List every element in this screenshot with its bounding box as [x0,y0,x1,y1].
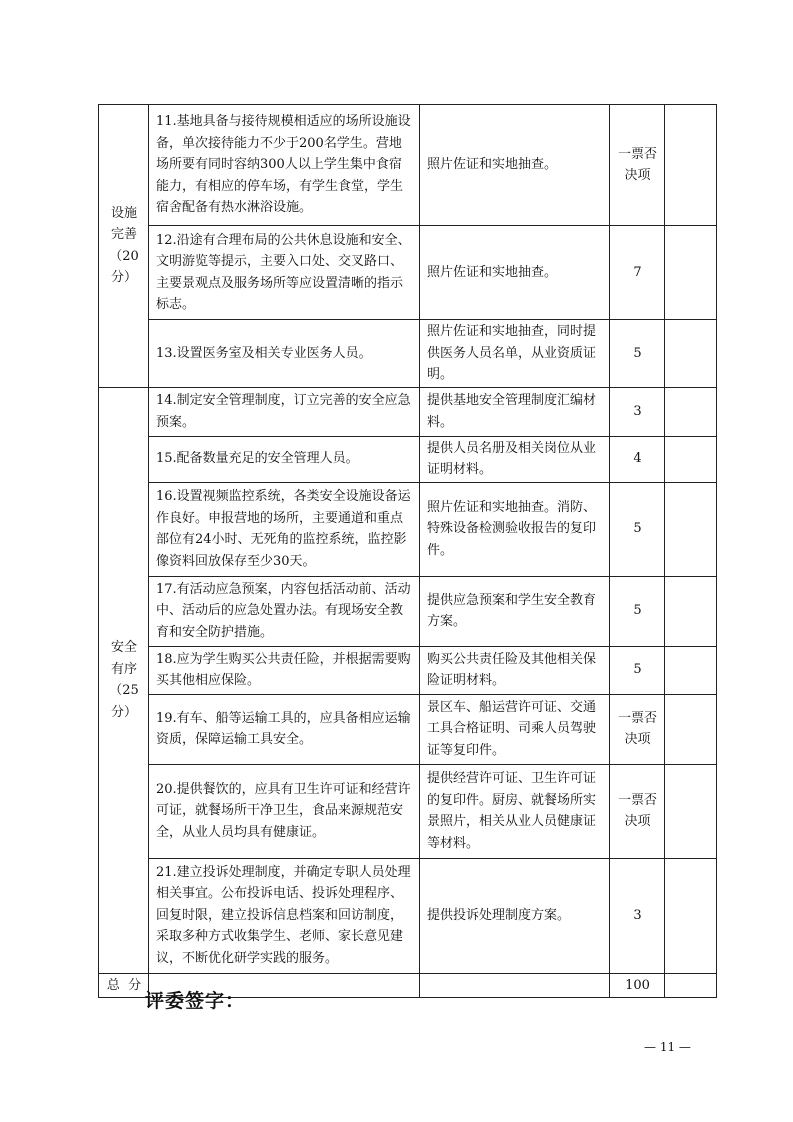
item-text: 11.基地具备与接待规模相适应的场所设施设备，单次接待能力不少于200名学生。营地场所要有同时容纳300人以上学生集中食宿能力，有相应的停车场，有学生食堂，学生宿舍配备有热水淋浴设施。 [149,105,420,226]
table-row [99,482,717,576]
table-row [99,764,717,858]
table-row [99,320,717,388]
method-text: 提供应急预案和学生安全教育方案。 [420,576,610,646]
empty-cell [665,576,717,646]
table-row [99,436,717,482]
score: 4 [610,436,665,482]
empty-cell [665,858,717,973]
empty-cell [665,646,717,694]
page-number: — 11 — [644,1040,691,1054]
total-score: 100 [610,973,665,998]
score: 一票否决项 [610,764,665,858]
table-row [99,105,717,226]
score: 5 [610,576,665,646]
empty-cell [420,973,610,998]
signature-label: 评委签字： [145,990,246,1012]
method-text: 照片佐证和实地抽查。 [420,105,610,226]
item-text: 13.设置医务室及相关专业医务人员。 [149,320,420,388]
table-row [99,576,717,646]
table-row [99,694,717,764]
item-text: 16.设置视频监控系统，各类安全设施设备运作良好。申报营地的场所，主要通道和重点部位有24小时、无死角的监控系统，监控影像资料回放保存至少30天。 [149,482,420,576]
score: 一票否决项 [610,105,665,226]
item-text: 14.制定安全管理制度，订立完善的安全应急预案。 [149,387,420,436]
score: 5 [610,482,665,576]
item-text: 21.建立投诉处理制度，并确定专职人员处理相关事宜。公布投诉电话、投诉处理程序、回复时限，建立投诉信息档案和回访制度，采取多种方式收集学生、老师、家长意见建议，不断优化研学实践的服务。 [149,858,420,973]
score: 7 [610,226,665,320]
score: 5 [610,320,665,388]
score: 5 [610,646,665,694]
category-safety: 安全 有序 （25 分） [99,387,149,973]
empty-cell [665,973,717,998]
item-text: 17.有活动应急预案，内容包括活动前、活动中、活动后的应急处置办法。有现场安全教育和安全防护措施。 [149,576,420,646]
scoring-table [98,104,717,998]
score: 一票否决项 [610,694,665,764]
method-text: 照片佐证和实地抽查。 [420,226,610,320]
empty-cell [665,764,717,858]
table-row [99,387,717,436]
table-row [99,646,717,694]
item-text: 12.沿途有合理布局的公共休息设施和安全、文明游览等提示，主要入口处、交叉路口、主要景观点及服务场所等应设置清晰的指示标志。 [149,226,420,320]
empty-cell [665,105,717,226]
empty-cell [665,226,717,320]
empty-cell [665,482,717,576]
method-text: 景区车、船运营许可证、交通工具合格证明、司乘人员驾驶证等复印件。 [420,694,610,764]
table-row [99,226,717,320]
score: 3 [610,858,665,973]
category-facilities: 设施 完善 （20 分） [99,105,149,388]
method-text: 提供投诉处理制度方案。 [420,858,610,973]
score: 3 [610,387,665,436]
method-text: 提供经营许可证、卫生许可证的复印件。厨房、就餐场所实景照片，相关从业人员健康证等材料。 [420,764,610,858]
item-text: 19.有车、船等运输工具的，应具备相应运输资质，保障运输工具安全。 [149,694,420,764]
method-text: 照片佐证和实地抽查，同时提供医务人员名单，从业资质证明。 [420,320,610,388]
method-text: 提供基地安全管理制度汇编材料。 [420,387,610,436]
empty-cell [665,694,717,764]
table-row [99,858,717,973]
item-text: 15.配备数量充足的安全管理人员。 [149,436,420,482]
empty-cell [665,436,717,482]
empty-cell [665,320,717,388]
item-text: 20.提供餐饮的，应具有卫生许可证和经营许可证，就餐场所干净卫生，食品来源规范安全，从业人员均具有健康证。 [149,764,420,858]
method-text: 照片佐证和实地抽查。消防、特殊设备检测验收报告的复印件。 [420,482,610,576]
method-text: 提供人员名册及相关岗位从业证明材料。 [420,436,610,482]
total-label: 总 分 [99,973,149,998]
item-text: 18.应为学生购买公共责任险，并根据需要购买其他相应保险。 [149,646,420,694]
empty-cell [665,387,717,436]
method-text: 购买公共责任险及其他相关保险证明材料。 [420,646,610,694]
